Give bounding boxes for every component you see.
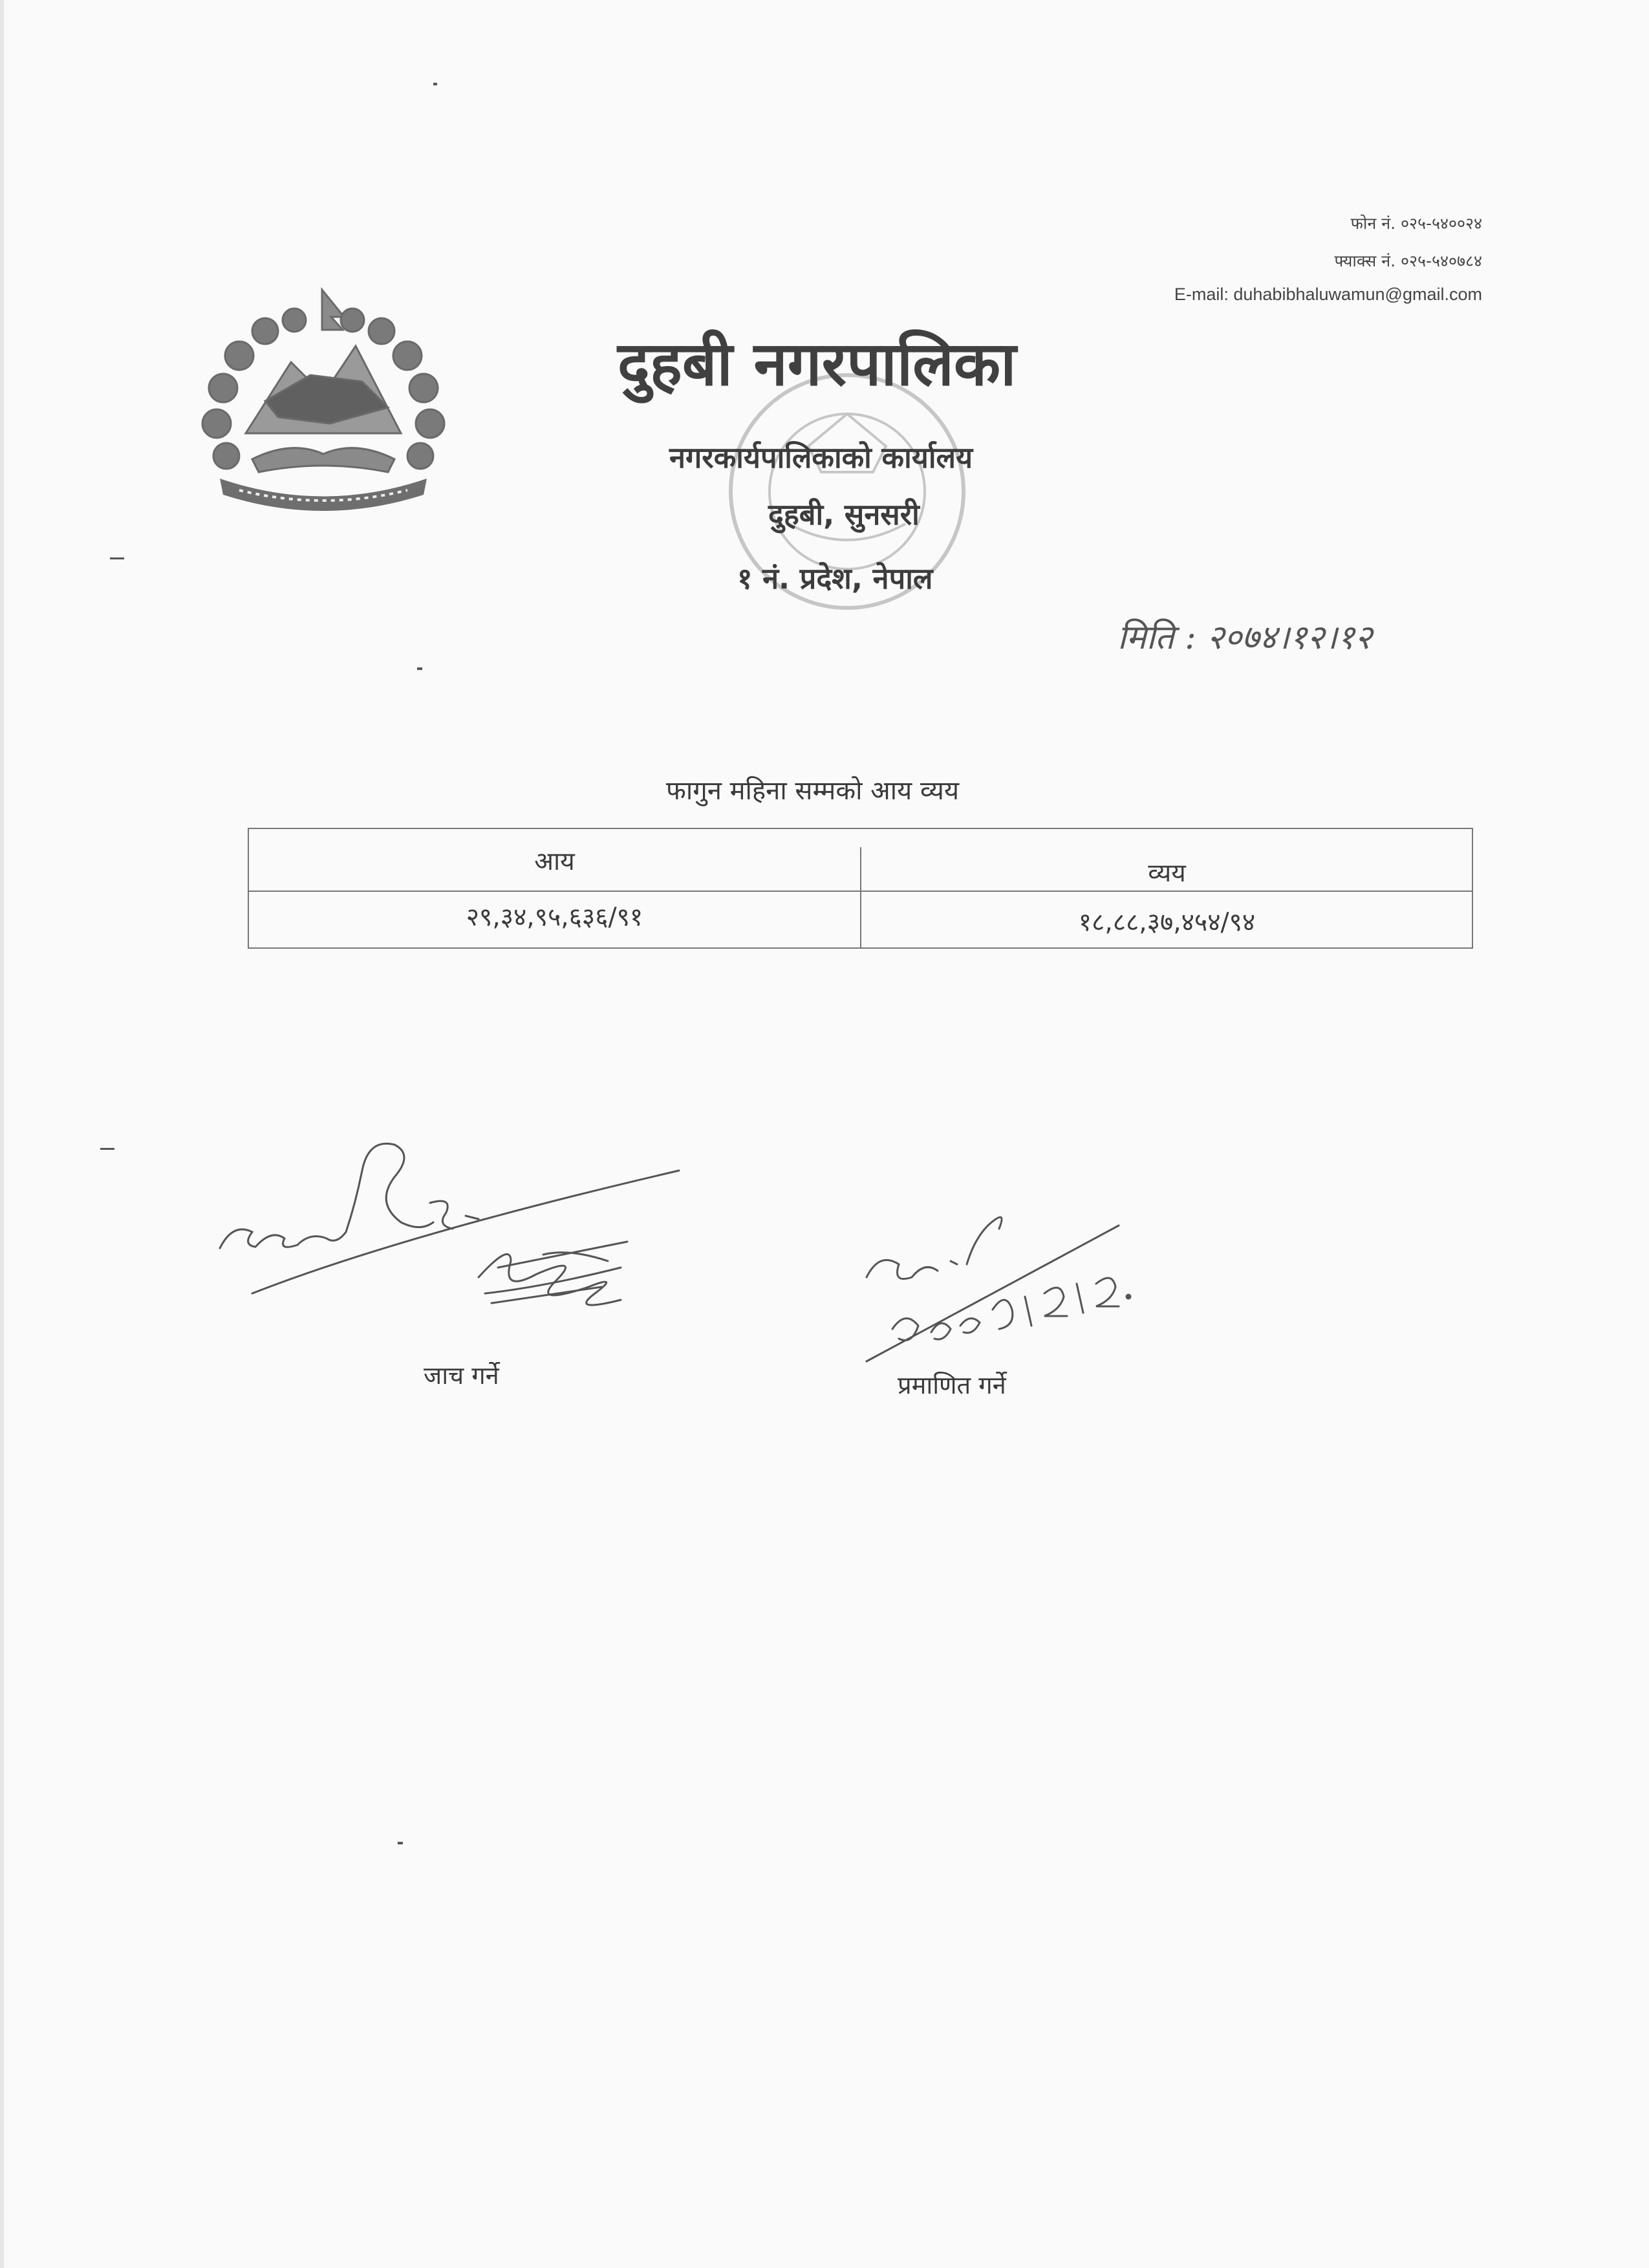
income-header: आय: [534, 847, 575, 876]
issue-date: मिति : २०७४।१२।१२: [1117, 618, 1372, 657]
scan-speck: [417, 667, 422, 670]
report-caption: फागुन महिना सम्मको आय व्यय: [666, 776, 960, 806]
office-province: १ नं. प्रदेश, नेपाल: [737, 561, 933, 596]
scan-speck: [398, 1842, 403, 1844]
scan-speck: [110, 557, 124, 559]
income-value: २९,३४,९५,६३६/९१: [466, 903, 643, 932]
nepal-coat-of-arms-icon: [194, 285, 453, 517]
page-edge: [0, 0, 4, 2268]
email-address: E-mail: duhabibhaluwamun@gmail.com: [1174, 285, 1482, 304]
examined-by-label: जाच गर्ने: [424, 1361, 499, 1390]
examiner-signature: [207, 1099, 692, 1371]
scan-speck: [433, 83, 437, 85]
row-divider: [249, 891, 1472, 892]
fax-number: फ्याक्स नं. ०२५-५४०७८४: [1334, 252, 1482, 270]
office-department: नगरकार्यपालिकाको कार्यालय: [669, 440, 973, 475]
expenditure-header: व्यय: [1148, 859, 1186, 888]
certifier-signature: [854, 1200, 1151, 1368]
phone-number: फोन नं. ०२५-५४००२४: [1350, 214, 1482, 233]
expenditure-value: १८,८८,३७,४५४/९४: [1078, 908, 1256, 937]
office-name: दुहबी नगरपालिका: [618, 329, 1017, 400]
income-expenditure-table: [248, 828, 1473, 949]
scan-speck: [100, 1148, 114, 1150]
certified-by-label: प्रमाणित गर्ने: [898, 1371, 1006, 1399]
office-location: दुहबी, सुनसरी: [768, 497, 920, 532]
